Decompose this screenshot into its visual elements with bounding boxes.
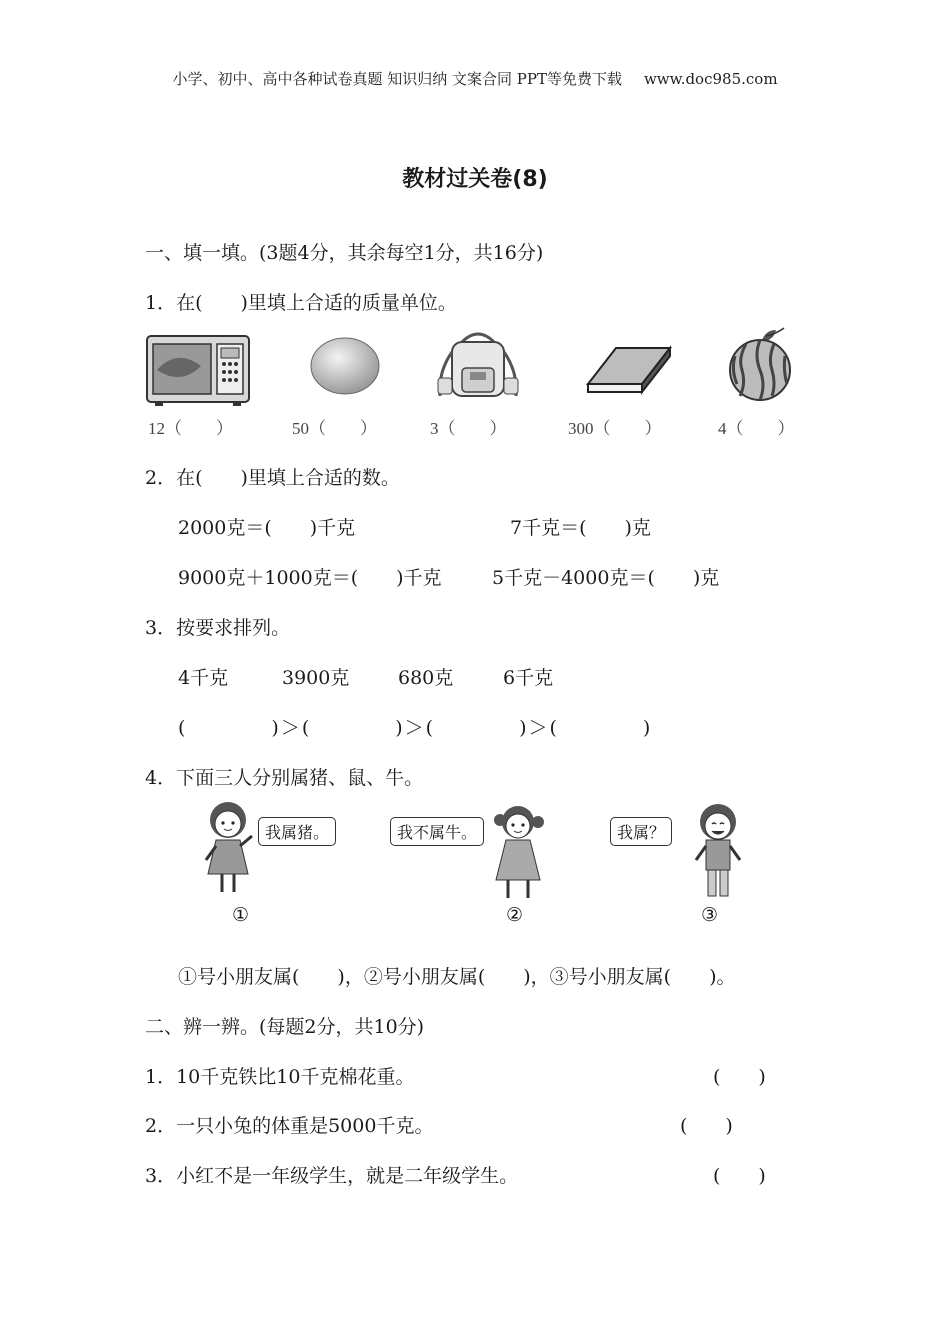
judge-blank-3: ( ): [713, 1165, 766, 1187]
q4-label-1: ①: [232, 904, 250, 926]
q4-text: 4．下面三人分别属猪、鼠、牛。: [145, 767, 424, 789]
q1-label-3: 3（ ）: [430, 419, 507, 438]
q1-label-5: 4（ ）: [718, 419, 795, 438]
q1-text: 1．在( )里填上合适的质量单位。: [145, 292, 457, 314]
judge-blank-2: ( ): [680, 1115, 733, 1137]
q3-item-3: 680克: [398, 667, 454, 689]
girl-1-icon: [198, 796, 262, 900]
q2-c: 9000克＋1000克＝( )千克: [178, 567, 442, 589]
microwave-icon: [145, 332, 255, 407]
watermelon-icon: [722, 326, 802, 402]
speech-bubble-1: 我属猪。: [258, 817, 336, 846]
header-text: 小学、初中、高中各种试卷真题 知识归纳 文案合同 PPT等免费下载: [172, 70, 622, 88]
q2-text: 2．在( )里填上合适的数。: [145, 467, 400, 489]
book-icon: [582, 340, 674, 396]
section1-heading: 一、填一填。(3题4分，其余每空1分，共16分): [145, 242, 544, 264]
backpack-icon: [432, 328, 524, 400]
q3-item-4: 6千克: [503, 667, 554, 689]
q2-b: 7千克＝( )克: [510, 517, 651, 539]
q3-item-2: 3900克: [282, 667, 350, 689]
header-site: www.doc985.com: [643, 70, 778, 88]
judge-item-2: 2．一只小兔的体重是5000千克。: [145, 1115, 434, 1137]
q3-order: ( )＞( )＞( )＞( ): [178, 717, 653, 739]
q3-text: 3．按要求排列。: [145, 617, 291, 639]
section2-heading: 二、辨一辨。(每题2分，共10分): [145, 1016, 425, 1038]
q1-label-1: 12（ ）: [148, 419, 233, 438]
speech-bubble-3: 我属？: [610, 817, 672, 846]
egg-icon: [308, 335, 383, 397]
q4-label-2: ②: [506, 904, 524, 926]
boy-icon: [686, 800, 750, 904]
q3-item-1: 4千克: [178, 667, 229, 689]
page-header: [0, 68, 950, 89]
q1-label-2: 50（ ）: [292, 419, 377, 438]
page-title: 教材过关卷(8): [402, 167, 548, 192]
girl-2-icon: [484, 800, 554, 904]
q2-a: 2000克＝( )千克: [178, 517, 356, 539]
judge-item-3: 3．小红不是一年级学生，就是二年级学生。: [145, 1165, 519, 1187]
q2-d: 5千克－4000克＝( )克: [492, 567, 720, 589]
q4-answer: ①号小朋友属( )，②号小朋友属( )，③号小朋友属( )。: [178, 966, 736, 988]
judge-item-1: 1．10千克铁比10千克棉花重。: [145, 1066, 415, 1088]
q1-label-4: 300（ ）: [568, 419, 662, 438]
judge-blank-1: ( ): [713, 1066, 766, 1088]
speech-bubble-2: 我不属牛。: [390, 817, 484, 846]
q4-label-3: ③: [701, 904, 719, 926]
